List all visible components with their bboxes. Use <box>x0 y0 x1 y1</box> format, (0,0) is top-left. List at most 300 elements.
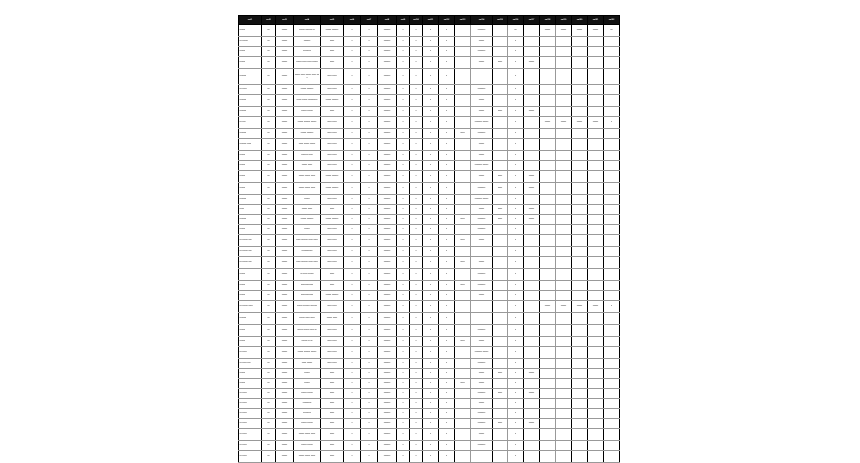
table-cell: x <box>439 161 455 171</box>
table-cell <box>604 69 620 85</box>
table-cell <box>455 151 471 161</box>
table-cell: xxxxxxx <box>471 325 493 337</box>
table-cell <box>556 347 572 359</box>
table-cell: xxxxx <box>276 235 294 247</box>
table-cell: x <box>397 379 410 389</box>
table-cell: xxxxx <box>471 337 493 347</box>
table-cell: xxxxx xxxxx xxxx xx <box>294 325 321 337</box>
table-cell: xxxx xxxx <box>321 347 344 359</box>
table-cell <box>572 37 588 47</box>
table-cell: x <box>397 429 410 441</box>
table-cell <box>556 183 572 195</box>
table-cell: xxxxx xxxxxx xx <box>294 25 321 37</box>
table-cell: x <box>397 313 410 325</box>
table-cell: x <box>423 247 439 257</box>
table-cell: x <box>344 225 361 235</box>
table-cell: x <box>423 205 439 215</box>
table-cell: x <box>344 47 361 57</box>
table-cell <box>455 389 471 399</box>
table-cell: x <box>361 107 378 117</box>
table-cell <box>604 195 620 205</box>
table-cell: xxxxx <box>276 215 294 225</box>
table-cell: xxxxxx <box>239 107 262 117</box>
table-cell <box>540 57 556 69</box>
table-cell <box>588 337 604 347</box>
table-cell <box>493 379 508 389</box>
table-cell: xx <box>262 139 276 151</box>
table-cell: xxxxxx <box>239 95 262 107</box>
table-cell <box>540 37 556 47</box>
table-cell <box>540 183 556 195</box>
table-cell: xxxx xxxx <box>321 151 344 161</box>
table-cell: x <box>344 247 361 257</box>
table-cell: xxxxx <box>471 369 493 379</box>
table-row <box>239 25 620 37</box>
table-cell <box>493 399 508 409</box>
table-cell: x <box>410 379 423 389</box>
table-cell: xxxxxx <box>378 69 397 85</box>
table-cell: x <box>410 429 423 441</box>
table-cell: xxxx xxxx <box>321 337 344 347</box>
table-cell: xxxx xxxxx xxxxx <box>294 139 321 151</box>
table-cell <box>493 95 508 107</box>
table-cell: xxxx xxxx <box>321 129 344 139</box>
table-cell: x <box>361 25 378 37</box>
table-cell <box>455 107 471 117</box>
table-cell <box>572 269 588 281</box>
table-cell: x <box>410 337 423 347</box>
table-cell <box>524 257 540 269</box>
column-header: col9 <box>397 16 410 25</box>
table-cell: xxxxxx <box>378 301 397 313</box>
table-cell: xxxxxx <box>378 337 397 347</box>
column-header: col5 <box>321 16 344 25</box>
table-cell: x <box>439 313 455 325</box>
table-cell: xxxx <box>321 399 344 409</box>
table-cell: x <box>397 337 410 347</box>
table-cell: x <box>423 369 439 379</box>
table-row <box>239 151 620 161</box>
table-cell: xx <box>262 379 276 389</box>
table-cell <box>524 95 540 107</box>
table-cell: x <box>344 151 361 161</box>
table-cell: x <box>423 359 439 369</box>
table-cell: xxxx <box>239 205 262 215</box>
column-header: col10 <box>410 16 423 25</box>
table-cell: x <box>344 95 361 107</box>
table-cell: x <box>439 107 455 117</box>
table-cell: x <box>361 389 378 399</box>
table-cell <box>572 325 588 337</box>
table-row <box>239 117 620 129</box>
table-cell: xxxxx <box>524 389 540 399</box>
table-cell <box>588 69 604 85</box>
table-cell: x <box>344 313 361 325</box>
table-cell: xxxxxx <box>378 429 397 441</box>
table-cell: xxxxx <box>294 195 321 205</box>
table-cell <box>588 313 604 325</box>
table-cell <box>604 369 620 379</box>
table-row <box>239 291 620 301</box>
table-cell: x <box>344 419 361 429</box>
table-cell <box>572 107 588 117</box>
table-cell <box>572 313 588 325</box>
table-cell: x <box>361 313 378 325</box>
table-cell: x <box>397 69 410 85</box>
table-cell: xxxxx <box>540 25 556 37</box>
table-cell: xxxxxx <box>378 47 397 57</box>
table-cell: x <box>344 409 361 419</box>
table-cell <box>493 47 508 57</box>
table-cell: x <box>410 37 423 47</box>
table-cell: x <box>410 291 423 301</box>
table-cell: x <box>361 215 378 225</box>
table-cell: x <box>344 25 361 37</box>
table-cell: xxxxx <box>556 25 572 37</box>
table-cell: xxxxx xxxxx <box>294 441 321 451</box>
table-cell <box>524 139 540 151</box>
table-cell: xx <box>262 85 276 95</box>
table-cell: x <box>361 369 378 379</box>
table-cell: xxxxx <box>239 225 262 235</box>
table-cell <box>540 225 556 235</box>
table-cell: x <box>410 171 423 183</box>
table-cell: xxxxx <box>294 225 321 235</box>
table-cell: x <box>439 281 455 291</box>
table-cell: xxxxxx <box>378 399 397 409</box>
table-cell: x <box>410 257 423 269</box>
table-cell: xxxxxxx xxxxx <box>471 347 493 359</box>
table-cell: xxxxx <box>294 369 321 379</box>
table-cell <box>604 399 620 409</box>
table-cell <box>588 379 604 389</box>
table-cell: xxxxxx <box>239 69 262 85</box>
table-cell <box>540 257 556 269</box>
table-cell <box>588 107 604 117</box>
table-cell <box>493 129 508 139</box>
table-cell: x <box>508 37 524 47</box>
table-cell: xxxxxx <box>378 151 397 161</box>
table-cell: xxxxx <box>471 171 493 183</box>
table-cell: x <box>344 325 361 337</box>
table-cell <box>524 269 540 281</box>
table-row <box>239 195 620 205</box>
table-cell <box>572 195 588 205</box>
table-cell <box>455 419 471 429</box>
table-cell: xxxxxx <box>378 215 397 225</box>
table-cell <box>556 47 572 57</box>
table-cell <box>604 85 620 95</box>
table-cell: x <box>410 347 423 359</box>
table-cell <box>540 313 556 325</box>
table-cell <box>556 57 572 69</box>
table-cell: x <box>410 325 423 337</box>
table-cell: x <box>344 301 361 313</box>
table-cell: x <box>397 441 410 451</box>
table-cell: xxxxx xxxxx <box>294 389 321 399</box>
table-cell <box>604 225 620 235</box>
table-cell <box>588 139 604 151</box>
table-cell: x <box>439 291 455 301</box>
table-cell <box>588 215 604 225</box>
table-cell: x <box>361 325 378 337</box>
table-cell: xx <box>262 281 276 291</box>
table-cell: xxxxx <box>276 347 294 359</box>
table-cell: xxxxx xxxx <box>294 161 321 171</box>
column-header: col12 <box>439 16 455 25</box>
table-cell: x <box>439 85 455 95</box>
table-cell: xx <box>262 399 276 409</box>
table-row <box>239 69 620 85</box>
table-cell: xxxxx <box>276 301 294 313</box>
table-cell: xx xxxxx <box>239 37 262 47</box>
table-cell: x <box>344 281 361 291</box>
table-cell: xx <box>262 347 276 359</box>
table-cell: x <box>344 85 361 95</box>
table-row <box>239 257 620 269</box>
table-cell <box>556 171 572 183</box>
table-cell: xx xxxx <box>239 441 262 451</box>
table-cell: xxxxxxxxxxx <box>294 291 321 301</box>
table-row <box>239 389 620 399</box>
table-cell <box>556 291 572 301</box>
table-cell: x <box>439 235 455 247</box>
table-cell: x <box>397 195 410 205</box>
table-cell <box>556 85 572 95</box>
table-cell: x <box>344 347 361 359</box>
table-cell <box>588 95 604 107</box>
table-cell <box>540 269 556 281</box>
table-cell <box>588 399 604 409</box>
table-row <box>239 281 620 291</box>
table-cell <box>556 37 572 47</box>
table-cell: xx xxxx xxx <box>239 359 262 369</box>
table-cell: xxxxx <box>276 107 294 117</box>
table-cell: xxxxxxx <box>294 409 321 419</box>
table-cell: x <box>423 257 439 269</box>
table-cell <box>572 235 588 247</box>
table-cell: x <box>439 389 455 399</box>
table-cell: x <box>344 441 361 451</box>
table-cell: xxxxx <box>276 389 294 399</box>
table-cell <box>556 195 572 205</box>
table-cell: x <box>439 451 455 463</box>
table-cell: x <box>423 337 439 347</box>
table-cell <box>540 129 556 139</box>
table-cell: xxxx <box>321 369 344 379</box>
table-cell: xxxx xxxxxx xxxx xxxx <box>294 235 321 247</box>
header-row <box>239 16 620 25</box>
table-cell: x <box>439 325 455 337</box>
table-row <box>239 441 620 451</box>
table-cell <box>540 379 556 389</box>
table-cell: xxxxx <box>471 429 493 441</box>
table-cell: xx <box>262 225 276 235</box>
table-cell: xxxx <box>321 389 344 399</box>
table-cell: x <box>508 257 524 269</box>
table-cell: x <box>397 247 410 257</box>
table-cell: x <box>344 171 361 183</box>
table-cell: xxxxx <box>276 151 294 161</box>
table-cell <box>455 369 471 379</box>
table-cell: xxxxx xxxx xxxx <box>294 313 321 325</box>
table-cell: xx <box>262 291 276 301</box>
table-cell: xxxxx xxxxxx <box>321 215 344 225</box>
table-cell: xxxxx <box>471 139 493 151</box>
table-cell <box>524 47 540 57</box>
table-row <box>239 85 620 95</box>
table-row <box>239 47 620 57</box>
table-cell: x <box>439 183 455 195</box>
table-cell: xxxx <box>455 337 471 347</box>
table-cell: x <box>344 399 361 409</box>
table-cell: x <box>410 369 423 379</box>
table-cell <box>588 225 604 235</box>
table-cell: xxxxxxx <box>471 183 493 195</box>
table-cell: xxxx xxxx <box>321 257 344 269</box>
table-cell: xxxxxx <box>378 347 397 359</box>
table-cell: x <box>508 215 524 225</box>
table-cell: x <box>361 69 378 85</box>
table-cell: xx <box>262 183 276 195</box>
table-cell: x <box>508 183 524 195</box>
table-cell: x <box>410 57 423 69</box>
table-row <box>239 139 620 151</box>
table-cell: xxxxx <box>471 399 493 409</box>
table-cell <box>604 389 620 399</box>
table-cell: xxxxxx xxxx <box>239 139 262 151</box>
table-cell: xxxxx <box>276 85 294 95</box>
table-cell: x <box>508 313 524 325</box>
table-cell: xxxxx xxxxx xxxx <box>294 183 321 195</box>
table-cell: x <box>508 359 524 369</box>
table-cell: x <box>439 225 455 235</box>
table-cell: x <box>397 215 410 225</box>
table-cell: x <box>361 235 378 247</box>
table-cell: x <box>423 171 439 183</box>
table-cell: xx <box>262 247 276 257</box>
table-cell <box>524 151 540 161</box>
table-row <box>239 359 620 369</box>
table-cell: xxxxx xxxx xxxxx xxxx xxx <box>294 69 321 85</box>
table-cell: x <box>423 161 439 171</box>
table-cell <box>524 379 540 389</box>
table-cell: x <box>397 235 410 247</box>
table-cell <box>604 441 620 451</box>
table-cell: xxxxx <box>294 379 321 389</box>
table-cell: x <box>361 399 378 409</box>
column-header: col14 <box>471 16 493 25</box>
table-cell: xxxxxx <box>378 325 397 337</box>
table-cell <box>572 129 588 139</box>
table-cell: x <box>361 37 378 47</box>
table-cell <box>524 25 540 37</box>
table-cell: x <box>508 57 524 69</box>
table-cell: xxxxxx <box>378 95 397 107</box>
table-cell: xxxx xxxx <box>321 359 344 369</box>
table-cell: x <box>508 161 524 171</box>
table-row <box>239 129 620 139</box>
table-cell: xx <box>262 337 276 347</box>
table-cell <box>604 205 620 215</box>
table-cell <box>540 205 556 215</box>
table-cell: x <box>423 95 439 107</box>
table-cell <box>493 359 508 369</box>
table-cell: xx <box>262 313 276 325</box>
table-cell <box>540 325 556 337</box>
table-row <box>239 37 620 47</box>
table-cell: xxxxxxxxxx <box>294 247 321 257</box>
table-cell: x <box>361 129 378 139</box>
table-cell: x <box>361 183 378 195</box>
table-cell: x <box>423 419 439 429</box>
table-cell: xxxx <box>493 215 508 225</box>
table-cell <box>540 359 556 369</box>
table-row <box>239 215 620 225</box>
table-cell <box>572 399 588 409</box>
table-row <box>239 161 620 171</box>
table-cell: xxxxx xxxxxx <box>294 129 321 139</box>
table-cell: x <box>361 151 378 161</box>
table-cell: xxxxxxx <box>471 85 493 95</box>
table-cell: x <box>423 301 439 313</box>
table-cell: xxxxx <box>556 117 572 129</box>
table-cell: x <box>423 117 439 129</box>
table-cell: xxxxxxx <box>471 441 493 451</box>
table-cell: xxxx <box>493 171 508 183</box>
data-table <box>238 15 620 463</box>
table-cell <box>455 225 471 235</box>
table-cell: xxxxx xxxxxx xxxxx <box>294 347 321 359</box>
table-cell: xxxxx <box>471 57 493 69</box>
table-cell <box>455 117 471 129</box>
table-cell: x <box>508 291 524 301</box>
table-cell <box>556 409 572 419</box>
table-cell: xxxx <box>455 129 471 139</box>
table-cell: xxxxx <box>276 337 294 347</box>
table-cell: x <box>410 85 423 95</box>
table-cell <box>572 247 588 257</box>
table-cell: x <box>344 291 361 301</box>
table-cell <box>588 235 604 247</box>
table-cell <box>471 301 493 313</box>
table-cell: xxxxx <box>239 25 262 37</box>
table-cell <box>540 281 556 291</box>
table-cell: x <box>397 257 410 269</box>
table-cell: xxxx <box>321 441 344 451</box>
table-row <box>239 183 620 195</box>
table-cell: xxxx xxxxx xxxxxxxxx <box>294 95 321 107</box>
table-cell: xxxxxx <box>378 139 397 151</box>
table-cell <box>493 69 508 85</box>
table-cell: x <box>397 301 410 313</box>
table-cell: x <box>344 235 361 247</box>
table-cell: xx xxxxx xxx <box>239 247 262 257</box>
table-cell: x <box>439 399 455 409</box>
table-cell: x <box>397 151 410 161</box>
table-cell: xx xxxx <box>239 429 262 441</box>
table-cell: x <box>423 409 439 419</box>
table-cell <box>493 161 508 171</box>
table-cell: x <box>397 171 410 183</box>
table-cell <box>604 161 620 171</box>
table-cell: x <box>361 347 378 359</box>
table-cell: x <box>397 161 410 171</box>
table-cell: x <box>508 409 524 419</box>
table-cell <box>588 269 604 281</box>
table-cell <box>455 301 471 313</box>
table-cell: x <box>604 117 620 129</box>
